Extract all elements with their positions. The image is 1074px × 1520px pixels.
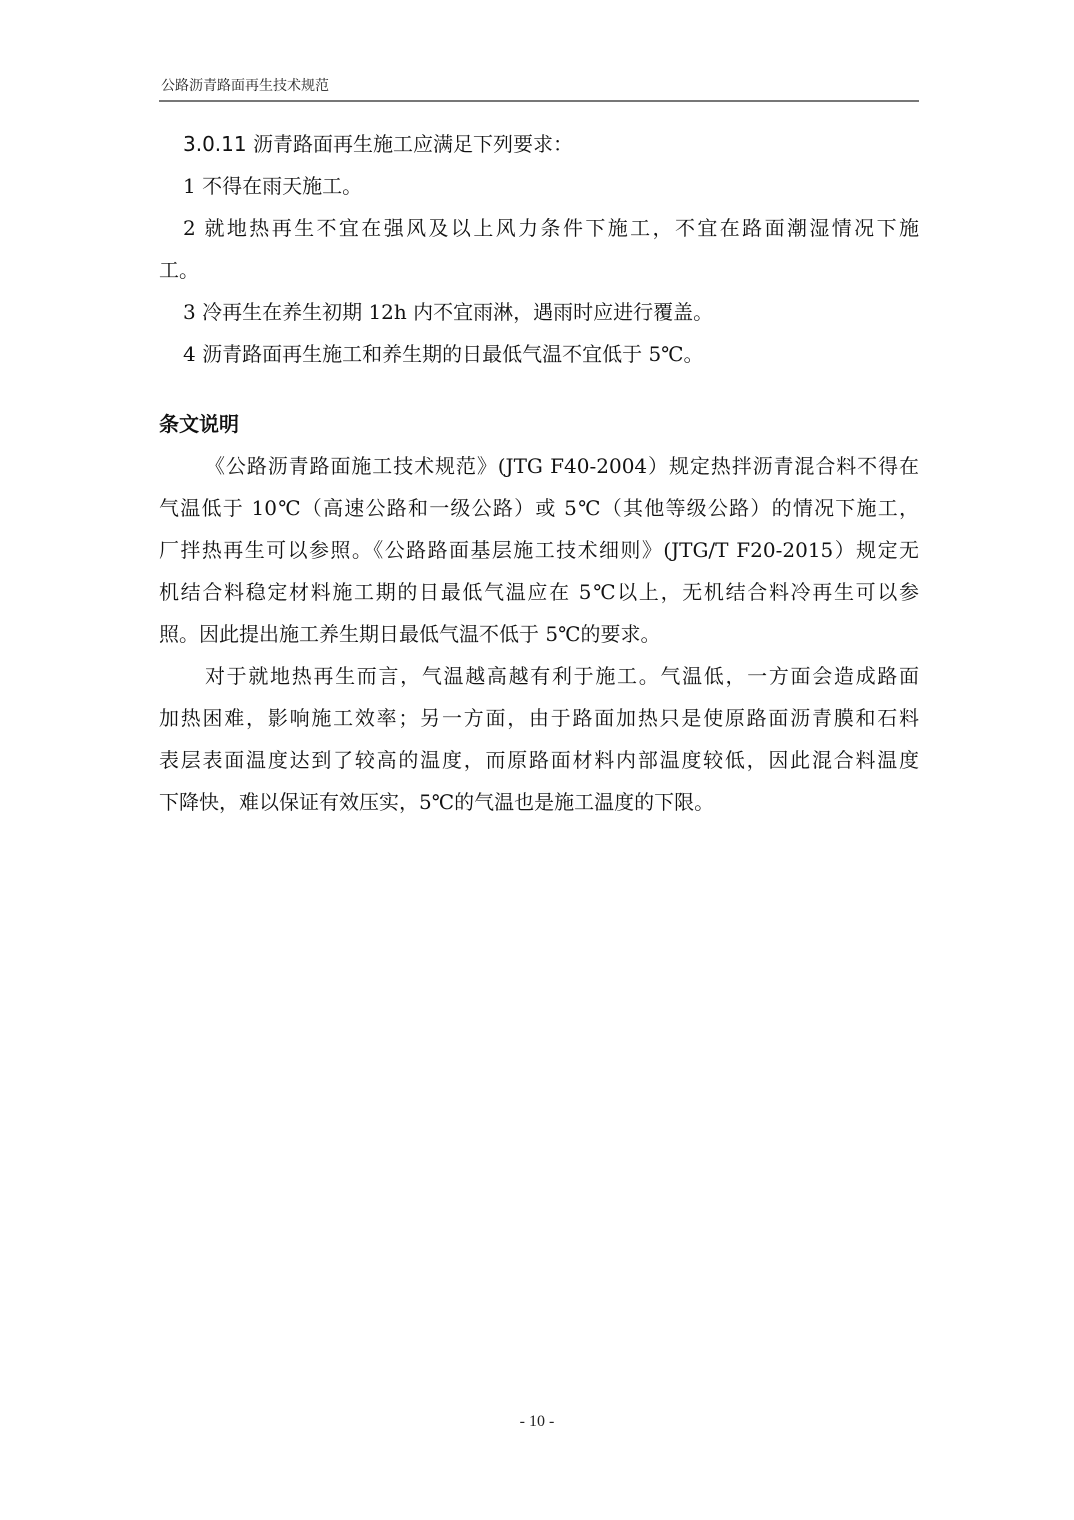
- clause-item-2-line-1: 2 就地热再生不宜在强风及以上风力条件下施工，不宜在路面潮湿情况下施: [183, 216, 919, 240]
- paragraph-line: 对于就地热再生而言，气温越高越有利于施工。气温低，一方面会造成路面: [205, 664, 919, 688]
- paragraph-line: 气温低于 10℃（高速公路和一级公路）或 5℃（其他等级公路）的情况下施工，: [159, 496, 919, 520]
- header-title: 公路沥青路面再生技术规范: [161, 78, 329, 94]
- clause-title: 沥青路面再生施工应满足下列要求：: [252, 132, 573, 156]
- paragraph-line: 表层表面温度达到了较高的温度，而原路面材料内部温度较低，因此混合料温度: [159, 748, 919, 772]
- clause-item-2-line-2: 工。: [159, 258, 199, 282]
- page-number: - 10 -: [519, 1413, 555, 1430]
- page-header: [159, 76, 919, 102]
- paragraph-line: 加热困难，影响施工效率；另一方面，由于路面加热只是使原路面沥青膜和石料: [159, 706, 919, 730]
- clause-heading: [159, 130, 919, 158]
- paragraph-line: 下降快，难以保证有效压实，5℃的气温也是施工温度的下限。: [159, 790, 715, 814]
- paragraph-line: 厂拌热再生可以参照。《公路路面基层施工技术细则》(JTG/T F20-2015）规定无: [159, 538, 919, 562]
- paragraph-line: 机结合料稳定材料施工期的日最低气温应在 5℃以上，无机结合料冷再生可以参: [159, 580, 919, 604]
- clause-item-1: 1 不得在雨天施工。: [183, 174, 363, 198]
- paragraph-line: 《公路沥青路面施工技术规范》(JTG F40-2004）规定热拌沥青混合料不得在: [205, 454, 919, 478]
- paragraph-line: 照。因此提出施工养生期日最低气温不低于 5℃的要求。: [159, 622, 661, 646]
- clause-item-4: 4 沥青路面再生施工和养生期的日最低气温不宜低于 5℃。: [183, 342, 704, 366]
- clause-number: 3.0.11: [183, 132, 247, 156]
- clause-item-3: 3 冷再生在养生初期 12h 内不宜雨淋，遇雨时应进行覆盖。: [183, 300, 714, 324]
- explanation-heading: 条文说明: [159, 412, 239, 436]
